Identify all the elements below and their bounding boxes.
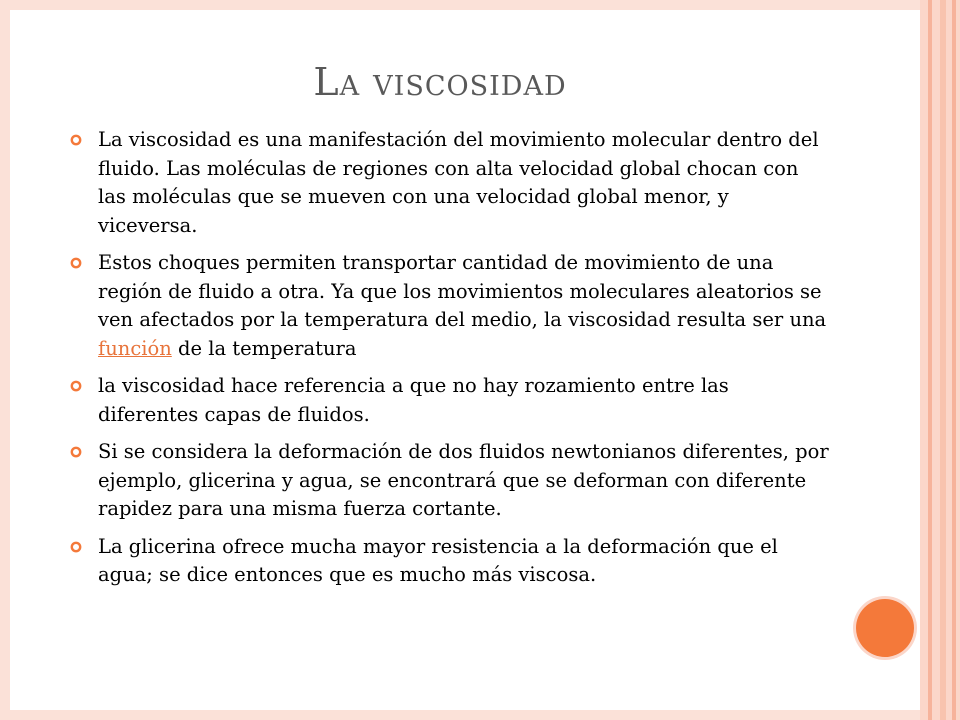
- orange-ring-bullet-icon: [70, 541, 82, 553]
- orange-ring-bullet-icon: [70, 446, 82, 458]
- bullet-list: [70, 126, 830, 599]
- bullet-text: de la temperatura: [171, 336, 357, 360]
- frame-bottom-border: [0, 710, 960, 720]
- orange-ring-bullet-icon: [70, 380, 82, 392]
- bullet-text: La glicerina ofrece mucha mayor resistencia a la deformación que el agua; se dice entonces que es mucho más viscosa.: [98, 534, 778, 586]
- frame-top-border: [0, 0, 960, 10]
- bullet-text: la viscosidad hace referencia a que no hay rozamiento entre las diferentes capas de fluidos.: [98, 374, 729, 426]
- funcion-link[interactable]: función: [98, 336, 172, 360]
- frame-left-border: [0, 0, 10, 720]
- bullet-text: La viscosidad es una manifestación del movimiento molecular dentro del fluido. Las moléculas de regiones con alta velocidad global chocan con las moléculas que se mueven con una velocidad global menor, y viceversa.: [98, 128, 819, 237]
- slide-title: La viscosidad: [313, 60, 567, 104]
- bullet-item: [70, 126, 830, 240]
- frame-right-stripe: [940, 0, 946, 720]
- content-panel: [10, 10, 920, 710]
- orange-ring-bullet-icon: [70, 257, 82, 269]
- frame-right-stripe: [928, 0, 932, 720]
- frame-right-stripe: [952, 0, 956, 720]
- bullet-text: Estos choques permiten transportar cantidad de movimiento de una región de fluido a otra. Ya que los movimientos moleculares aleatorios se ven afectados por la temperatura del medio, la viscosidad resulta ser una: [98, 251, 827, 331]
- orange-ring-bullet-icon: [70, 134, 82, 146]
- orange-circle-icon: [856, 599, 914, 657]
- bullet-item: [70, 438, 830, 524]
- bullet-item: [70, 249, 830, 363]
- bullet-text: Si se considera la deformación de dos fluidos newtonianos diferentes, por ejemplo, glicerina y agua, se encontrará que se deforman con diferente rapidez para una misma fuerza cortante.: [98, 440, 829, 520]
- bullet-item: [70, 533, 830, 590]
- bullet-item: [70, 372, 830, 429]
